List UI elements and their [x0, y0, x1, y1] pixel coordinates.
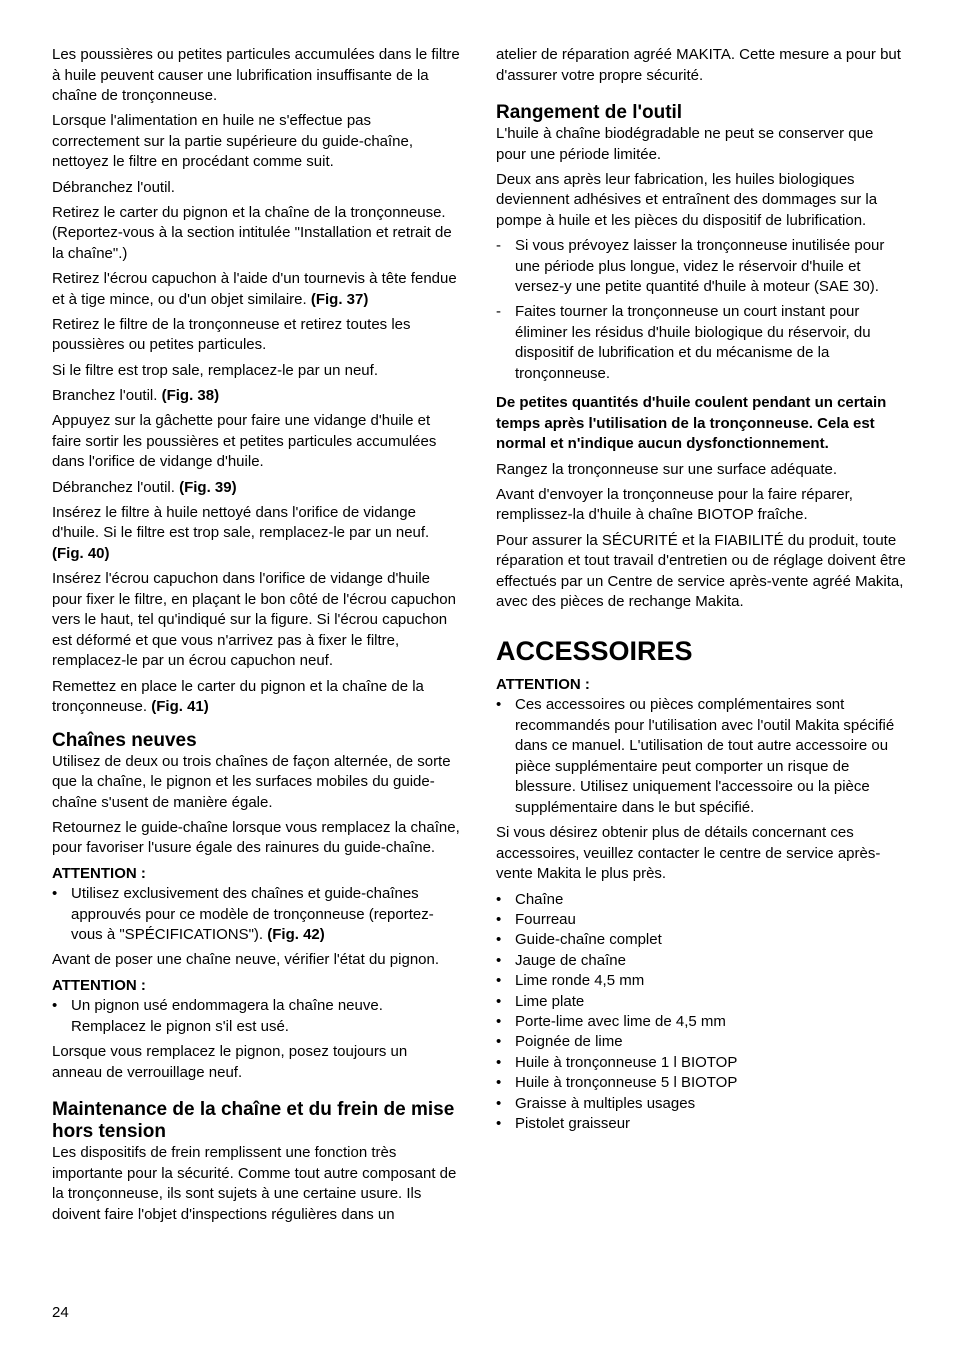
section-heading-rangement: Rangement de l'outil	[496, 102, 683, 123]
list-item	[496, 971, 906, 991]
bullet-marker: •	[52, 997, 58, 1015]
figure-ref: (Fig. 38)	[161, 387, 220, 405]
bullet-marker: •	[496, 951, 502, 969]
list-item	[496, 1053, 906, 1073]
list-item-text: Graisse à multiples usages	[515, 1094, 696, 1112]
paragraph: Retirez le carter du pignon et la chaîne de la tronçonneuse. (Reportez-vous à la section intitulée "Installation et retrait de la chaîne".)	[52, 203, 452, 262]
list-item-text: Pistolet graisseur	[515, 1115, 631, 1133]
list-item	[496, 930, 906, 950]
attention-label: ATTENTION :	[52, 976, 146, 994]
list-item-text: Fourreau	[515, 910, 576, 928]
paragraph: Avant d'envoyer la tronçonneuse pour la faire réparer, remplissez-la d'huile à chaîne BIOTOP fraîche.	[496, 485, 853, 524]
list-item-text: Jauge de chaîne	[515, 951, 626, 969]
bullet-marker: •	[496, 931, 502, 949]
list-item-text: Lime ronde 4,5 mm	[515, 972, 645, 990]
page-number: 24	[52, 1304, 69, 1321]
section-heading-accessoires: ACCESSOIRES	[496, 635, 693, 666]
paragraph: L'huile à chaîne biodégradable ne peut se conserver que pour une période limitée.	[496, 125, 874, 163]
paragraph: Pour assurer la SÉCURITÉ et la FIABILITÉ du produit, toute réparation et tout travail d'entretien ou de réglage doivent être effectués par un Centre de service après-vente agréé Makita, avec des pièces de rechange Makita.	[496, 531, 906, 611]
list-item-text: Guide-chaîne complet	[515, 931, 662, 949]
bullet-item	[496, 695, 906, 818]
list-item-text: Poignée de lime	[515, 1033, 623, 1051]
paragraph-text: Débranchez l'outil.	[52, 478, 175, 496]
paragraph: Rangez la tronçonneuse sur une surface adéquate.	[496, 460, 838, 478]
paragraph: Lorsque l'alimentation en huile ne s'effectue pas correctement sur la partie supérieure du guide-chaîne, nettoyez le filtre en procédant comme suit.	[52, 112, 414, 171]
paragraph: Les poussières ou petites particules accumulées dans le filtre à huile peuvent causer une lubrification insuffisante de la chaîne de tronçonneuse.	[52, 46, 460, 104]
bullet-item	[52, 996, 460, 1037]
list-item	[496, 951, 906, 971]
list-item-text: Huile à tronçonneuse 1 l BIOTOP	[515, 1053, 738, 1071]
figure-ref: (Fig. 41)	[151, 698, 209, 716]
bullet-marker: •	[496, 1094, 502, 1112]
bullet-marker: •	[496, 1013, 502, 1031]
dash-item	[496, 236, 906, 298]
bullet-marker: •	[496, 910, 502, 928]
list-item	[496, 992, 906, 1012]
paragraph	[52, 386, 460, 407]
paragraph: Avant de poser une chaîne neuve, vérifier l'état du pignon.	[52, 951, 440, 969]
list-item	[496, 1073, 906, 1093]
bullet-text: Un pignon usé endommagera la chaîne neuve. Remplacez le pignon s'il est usé.	[71, 997, 383, 1035]
bullet-text: Ces accessoires ou pièces complémentaires sont recommandés pour l'utilisation avec l'outil Makita spécifié dans ce manuel. L'utilisation de tout autre accessoire ou pièce supplémentaire peut comporter un risque de blessure. Utilisez uniquement l'accessoire ou la pièce supplémentaire dans le but spécifié.	[515, 696, 895, 816]
paragraph: Utilisez de deux ou trois chaînes de façon alternée, de sorte que la chaîne, le pignon et les surfaces mobiles du guide-chaîne s'usent de manière égale.	[52, 752, 451, 811]
bullet-marker: •	[496, 1074, 502, 1092]
bullet-text: Utilisez exclusivement des chaînes et guide-chaînes approuvés pour ce modèle de tronçonneuse (reportez-vous à "SPÉCIFICATIONS").	[71, 885, 434, 944]
dash-item	[496, 302, 906, 384]
attention-label: ATTENTION :	[52, 864, 146, 882]
paragraph: Insérez l'écrou capuchon dans l'orifice de vidange d'huile pour fixer le filtre, en plaçant le bon côté de l'écrou capuchon vers le haut, tel qu'indiqué sur la figure. Si l'écrou capuchon est déformé et que vous n'arrivez pas à fixer le filtre, remplacez-le par un écrou capuchon neuf.	[52, 570, 456, 670]
paragraph-text: Retirez l'écrou capuchon à l'aide d'un tournevis à tête fendue et à tige mince, ou d'un objet similaire.	[52, 270, 457, 308]
attention-label: ATTENTION :	[496, 675, 590, 693]
list-item	[496, 1094, 906, 1114]
left-column	[52, 45, 460, 1230]
list-item-text: Chaîne	[515, 890, 564, 908]
accessories-list	[496, 890, 906, 1135]
bullet-marker: •	[496, 1115, 502, 1133]
bullet-marker: •	[496, 1053, 502, 1071]
paragraph	[52, 478, 460, 499]
list-item-text: Huile à tronçonneuse 5 l BIOTOP	[515, 1074, 738, 1092]
bullet-marker: •	[496, 1033, 502, 1051]
bullet-marker: •	[496, 972, 502, 990]
paragraph	[52, 269, 460, 310]
right-column	[496, 45, 906, 1134]
paragraph: Retournez le guide-chaîne lorsque vous remplacez la chaîne, pour favoriser l'usure égale des rainures du guide-chaîne.	[52, 818, 460, 857]
dash-text: Faites tourner la tronçonneuse un court instant pour éliminer les résidus d'huile biologique du réservoir, du dispositif de lubrification et du mécanisme de la tronçonneuse.	[515, 303, 871, 382]
figure-ref: (Fig. 42)	[267, 926, 325, 944]
bold-note: De petites quantités d'huile coulent pendant un certain temps après l'utilisation de la tronçonneuse. Cela est normal et n'indique aucun dysfonctionnement.	[496, 394, 887, 453]
paragraph: Retirez le filtre de la tronçonneuse et retirez toutes les poussières ou petites particules.	[52, 315, 411, 354]
bullet-item	[52, 884, 460, 946]
paragraph: atelier de réparation agréé MAKITA. Cette mesure a pour but d'assurer votre propre sécurité.	[496, 46, 901, 84]
paragraph: Si le filtre est trop sale, remplacez-le par un neuf.	[52, 361, 378, 379]
paragraph: Les dispositifs de frein remplissent une fonction très importante pour la sécurité. Comme tout autre composant de la tronçonneuse, ils sont sujets à une certaine usure. Ils doivent faire l'objet d'inspections régulières dans un	[52, 1144, 457, 1223]
list-item	[496, 1032, 906, 1052]
paragraph: Deux ans après leur fabrication, les huiles biologiques deviennent adhésives et entraînent des dommages sur la pompe à huile et les pièces du dispositif de lubrification.	[496, 170, 878, 229]
paragraph-text: Branchez l'outil.	[52, 387, 158, 405]
bullet-marker: •	[496, 890, 502, 908]
paragraph: Appuyez sur la gâchette pour faire une vidange d'huile et faire sortir les poussières et petites particules accumulées dans l'orifice de vidange d'huile.	[52, 412, 437, 471]
paragraph: Lorsque vous remplacez le pignon, posez toujours un anneau de verrouillage neuf.	[52, 1043, 408, 1081]
section-heading-maintenance: Maintenance de la chaîne et du frein de mise hors tension	[52, 1099, 455, 1143]
dash-marker: -	[496, 237, 501, 255]
figure-ref: (Fig. 40)	[52, 544, 110, 562]
paragraph-text: Insérez le filtre à huile nettoyé dans l'orifice de vidange d'huile. Si le filtre est trop sale, remplacez-le par un neuf.	[52, 503, 430, 542]
bullet-marker: •	[496, 696, 502, 714]
list-item-text: Lime plate	[515, 992, 585, 1010]
list-item	[496, 890, 906, 910]
dash-marker: -	[496, 303, 501, 321]
bullet-marker: •	[496, 992, 502, 1010]
dash-text: Si vous prévoyez laisser la tronçonneuse inutilisée pour une période plus longue, videz le réservoir d'huile et versez-y une petite quantité d'huile à moteur (SAE 30).	[515, 237, 885, 296]
list-item	[496, 910, 906, 930]
paragraph	[52, 503, 460, 565]
section-heading-chaines-neuves: Chaînes neuves	[52, 729, 197, 751]
paragraph: Si vous désirez obtenir plus de détails concernant ces accessoires, veuillez contacter le centre de service après-vente Makita le plus près.	[496, 824, 881, 883]
figure-ref: (Fig. 37)	[310, 290, 369, 308]
list-item	[496, 1012, 906, 1032]
paragraph-text: Remettez en place le carter du pignon et la chaîne de la tronçonneuse.	[52, 677, 424, 716]
bullet-marker: •	[52, 885, 58, 903]
paragraph: Débranchez l'outil.	[52, 178, 175, 196]
figure-ref: (Fig. 39)	[179, 478, 237, 496]
list-item-text: Porte-lime avec lime de 4,5 mm	[515, 1013, 726, 1031]
paragraph	[52, 677, 460, 718]
list-item	[496, 1114, 906, 1134]
